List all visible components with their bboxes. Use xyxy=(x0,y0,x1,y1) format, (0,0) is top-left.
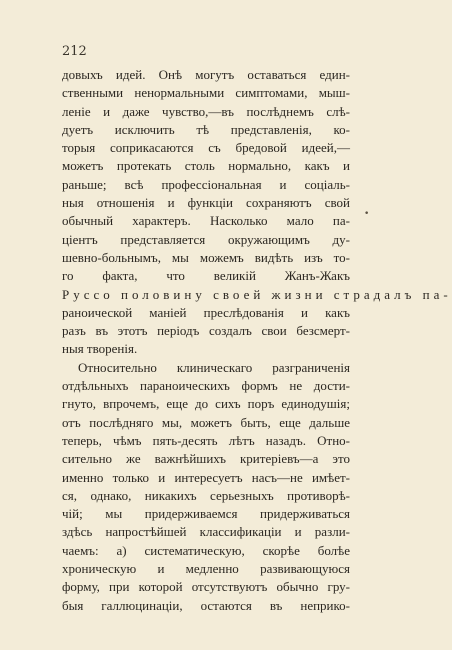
text-line: гнуто, впрочемъ, еще до сихъ поръ единодушія; xyxy=(62,396,350,412)
text-line: отдѣльныхъ параноическихъ формъ не дости- xyxy=(62,378,350,394)
text-line: обычный характеръ. Насколько мало па- xyxy=(62,213,350,229)
text-line: чій; мы придерживаемся придерживаться xyxy=(62,506,350,522)
text-line: можетъ протекать столь нормально, какъ и xyxy=(62,158,350,174)
text-line: ственными ненормальными симптомами, мыш- xyxy=(62,85,350,101)
text-line: ныя отношенія и функціи сохраняютъ свой xyxy=(62,195,350,211)
text-line: ныя творенія. xyxy=(62,341,138,357)
text-line: форму, при которой отсутствуютъ обычно гру- xyxy=(62,579,350,595)
text-line: ся, однако, никакихъ серьезныхъ противорѣ- xyxy=(62,487,350,503)
text-line: чаемъ: а) систематическую, скорѣе болѣе xyxy=(62,542,350,558)
text-line: торыя соприкасаются съ бредовой идеей,— xyxy=(62,140,350,156)
text-line: леніе и даже чувство,—въ послѣднемъ слѣ- xyxy=(62,103,350,119)
text-line: хроническую и медленно развивающуюся xyxy=(62,561,350,577)
text-line: сительно же важнѣйшихъ критеріевъ—а это xyxy=(62,451,350,467)
body-text xyxy=(62,66,452,615)
text-line: ціентъ представляется окружающимъ ду- xyxy=(62,231,350,247)
text-line: шевно-больнымъ, мы можемъ видѣть изъ то- xyxy=(62,249,350,265)
page-number: 212 xyxy=(62,44,87,59)
text-line: Руссо половину своей жизни страдалъ па- xyxy=(62,286,452,302)
text-line: именно только и интересуетъ насъ—не имѣет- xyxy=(62,469,350,485)
text-line: отъ послѣдняго мы, можетъ быть, еще дальше xyxy=(62,414,350,430)
text-line: дуетъ исключить тѣ представленія, ко- xyxy=(62,121,350,137)
margin-mark: • xyxy=(364,209,370,219)
text-line: теперь, чѣмъ пять-десять лѣтъ назадъ. Отно- xyxy=(62,432,350,448)
text-line: разъ въ этотъ періодъ создалъ свои безсмерт- xyxy=(62,323,350,339)
text-line: быя галлюцинаціи, остаются въ неприко- xyxy=(62,597,350,613)
text-line: раноической маніей преслѣдованія и какъ xyxy=(62,304,350,320)
text-line: здѣсь напростѣйшей классификаціи и разли- xyxy=(62,524,350,540)
text-line: раньше; всѣ профессіональная и соціаль- xyxy=(62,176,350,192)
text-line: го факта, что великій Жанъ-Жакъ xyxy=(62,268,350,284)
text-line: довыхъ идей. Онѣ могутъ оставаться един- xyxy=(62,67,350,82)
text-line: Относительно клиническаго разграниченія xyxy=(78,359,350,375)
